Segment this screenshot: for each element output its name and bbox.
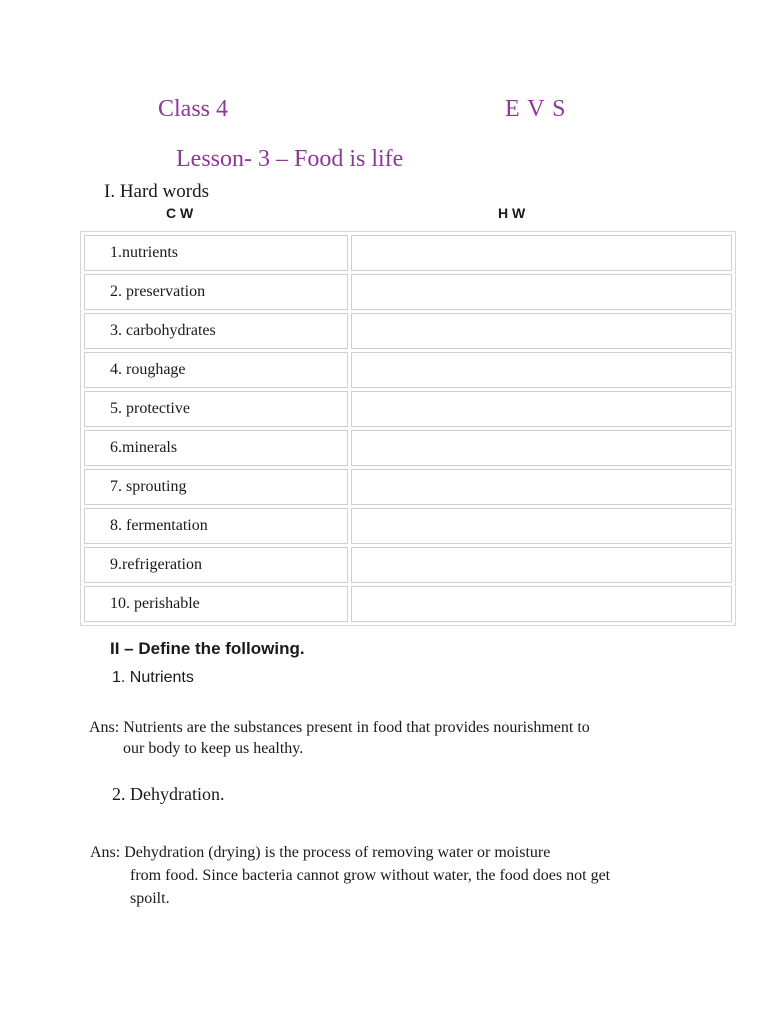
word-cell: 1.nutrients: [84, 235, 348, 271]
table-row: [84, 586, 732, 622]
column-header-cw: C W: [166, 205, 194, 221]
question-2: 2. Dehydration.: [112, 784, 225, 804]
table-row: [84, 469, 732, 505]
blank-answer-cell: [351, 547, 732, 583]
answer-1-line-1: Ans: Nutrients are the substances present in food that provides nourishment to: [89, 719, 590, 736]
word-cell: 6.minerals: [84, 430, 348, 466]
blank-answer-cell: [351, 313, 732, 349]
hard-words-table: [80, 231, 736, 626]
table-row: [84, 547, 732, 583]
table-row: [84, 508, 732, 544]
blank-answer-cell: [351, 430, 732, 466]
table-row: [84, 274, 732, 310]
word-cell: 7. sprouting: [84, 469, 348, 505]
blank-answer-cell: [351, 469, 732, 505]
word-cell: 5. protective: [84, 391, 348, 427]
define-heading: II – Define the following.: [110, 639, 305, 658]
table-row: [84, 313, 732, 349]
table-row: [84, 391, 732, 427]
blank-answer-cell: [351, 274, 732, 310]
word-cell: 3. carbohydrates: [84, 313, 348, 349]
subject-label: E V S: [505, 96, 567, 122]
word-cell: 2. preservation: [84, 274, 348, 310]
blank-answer-cell: [351, 508, 732, 544]
question-1: 1. Nutrients: [112, 669, 194, 686]
word-cell: 8. fermentation: [84, 508, 348, 544]
blank-answer-cell: [351, 235, 732, 271]
word-cell: 10. perishable: [84, 586, 348, 622]
table-row: [84, 352, 732, 388]
word-cell: 4. roughage: [84, 352, 348, 388]
blank-answer-cell: [351, 586, 732, 622]
word-cell: 9.refrigeration: [84, 547, 348, 583]
answer-2-line-3: spoilt.: [130, 890, 170, 907]
class-label: Class 4: [158, 96, 229, 122]
lesson-title: Lesson- 3 – Food is life: [176, 146, 404, 172]
table-row: [84, 235, 732, 271]
blank-answer-cell: [351, 391, 732, 427]
table-row: [84, 430, 732, 466]
answer-2-line-2: from food. Since bacteria cannot grow without water, the food does not get: [130, 867, 611, 884]
answer-2-line-1: Ans: Dehydration (drying) is the process of removing water or moisture: [90, 844, 551, 861]
blank-answer-cell: [351, 352, 732, 388]
hard-words-heading: I. Hard words: [104, 181, 210, 202]
answer-1-line-2: our body to keep us healthy.: [123, 740, 304, 757]
column-header-hw: H W: [498, 205, 526, 221]
